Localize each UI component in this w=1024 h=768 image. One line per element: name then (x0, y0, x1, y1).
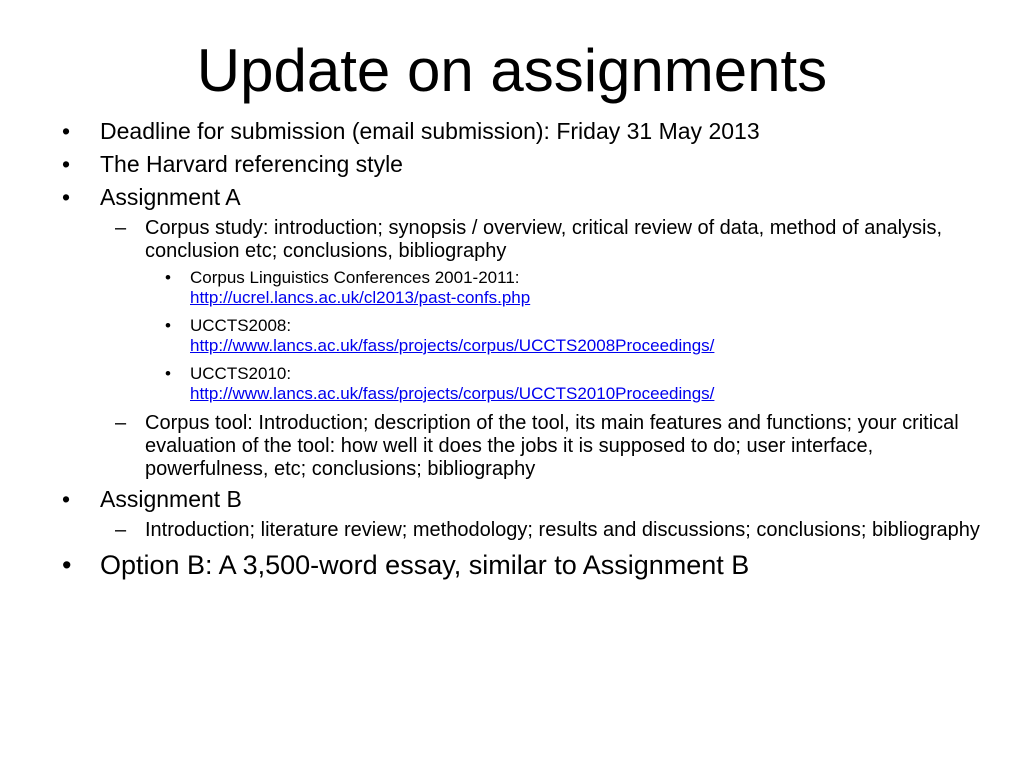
bullet-marker: • (62, 118, 71, 144)
bullet-marker: • (165, 268, 171, 287)
sub-bullet-text: Corpus study: introduction; synopsis / overview, critical review of data, method of analysis, conclusion etc; conclusions, bibliography (145, 217, 943, 262)
dash-marker: – (115, 519, 127, 541)
bullet-text: The Harvard referencing style (100, 151, 403, 177)
bullet-harvard (62, 151, 1002, 178)
sub-sub-bullet-conf2 (62, 316, 1002, 356)
bullet-assignment-b (62, 486, 1002, 513)
conf3-link[interactable]: http://www.lancs.ac.uk/fass/projects/corpus/UCCTS2010Proceedings/ (190, 384, 715, 403)
conf1-label: Corpus Linguistics Conferences 2001-2011: (190, 268, 520, 287)
sub-bullet-text: Corpus tool: Introduction; description of the tool, its main features and functions; your critical evaluation of the tool: how well it does the jobs it is supposed to do; user interface, powerfulness, etc; conclusions; bibliography (145, 412, 959, 480)
bullet-marker: • (62, 550, 72, 580)
bullet-marker: • (62, 184, 71, 210)
sub-bullet-text: Introduction; literature review; methodology; results and discussions; conclusions; bibliography (145, 519, 980, 541)
bullet-marker: • (165, 364, 171, 383)
bullet-marker: • (165, 316, 171, 335)
bullet-text: Assignment B (100, 486, 242, 512)
bullet-text: Deadline for submission (email submission): Friday 31 May 2013 (100, 118, 760, 144)
dash-marker: – (115, 217, 127, 239)
conf3-label: UCCTS2010: (190, 364, 292, 383)
sub-bullet-assignment-b (62, 519, 1002, 542)
sub-bullet-corpus-study (62, 217, 1002, 263)
sub-sub-bullet-conf3 (62, 364, 1002, 404)
conf1-link[interactable]: http://ucrel.lancs.ac.uk/cl2013/past-confs.php (190, 288, 531, 307)
bullet-list (62, 118, 1002, 587)
bullet-deadline (62, 118, 1002, 145)
bullet-marker: • (62, 151, 71, 177)
conf2-label: UCCTS2008: (190, 316, 292, 335)
bullet-marker: • (62, 486, 71, 512)
slide-title: Update on assignments (196, 37, 828, 104)
sub-bullet-corpus-tool (62, 412, 1002, 481)
dash-marker: – (115, 412, 127, 434)
conf2-link[interactable]: http://www.lancs.ac.uk/fass/projects/corpus/UCCTS2008Proceedings/ (190, 336, 715, 355)
bullet-text: Assignment A (100, 184, 241, 210)
bullet-assignment-a (62, 184, 1002, 211)
bullet-option-b (62, 550, 1002, 581)
bullet-text: Option B: A 3,500-word essay, similar to Assignment B (100, 550, 750, 580)
sub-sub-bullet-conf1 (62, 268, 1002, 308)
